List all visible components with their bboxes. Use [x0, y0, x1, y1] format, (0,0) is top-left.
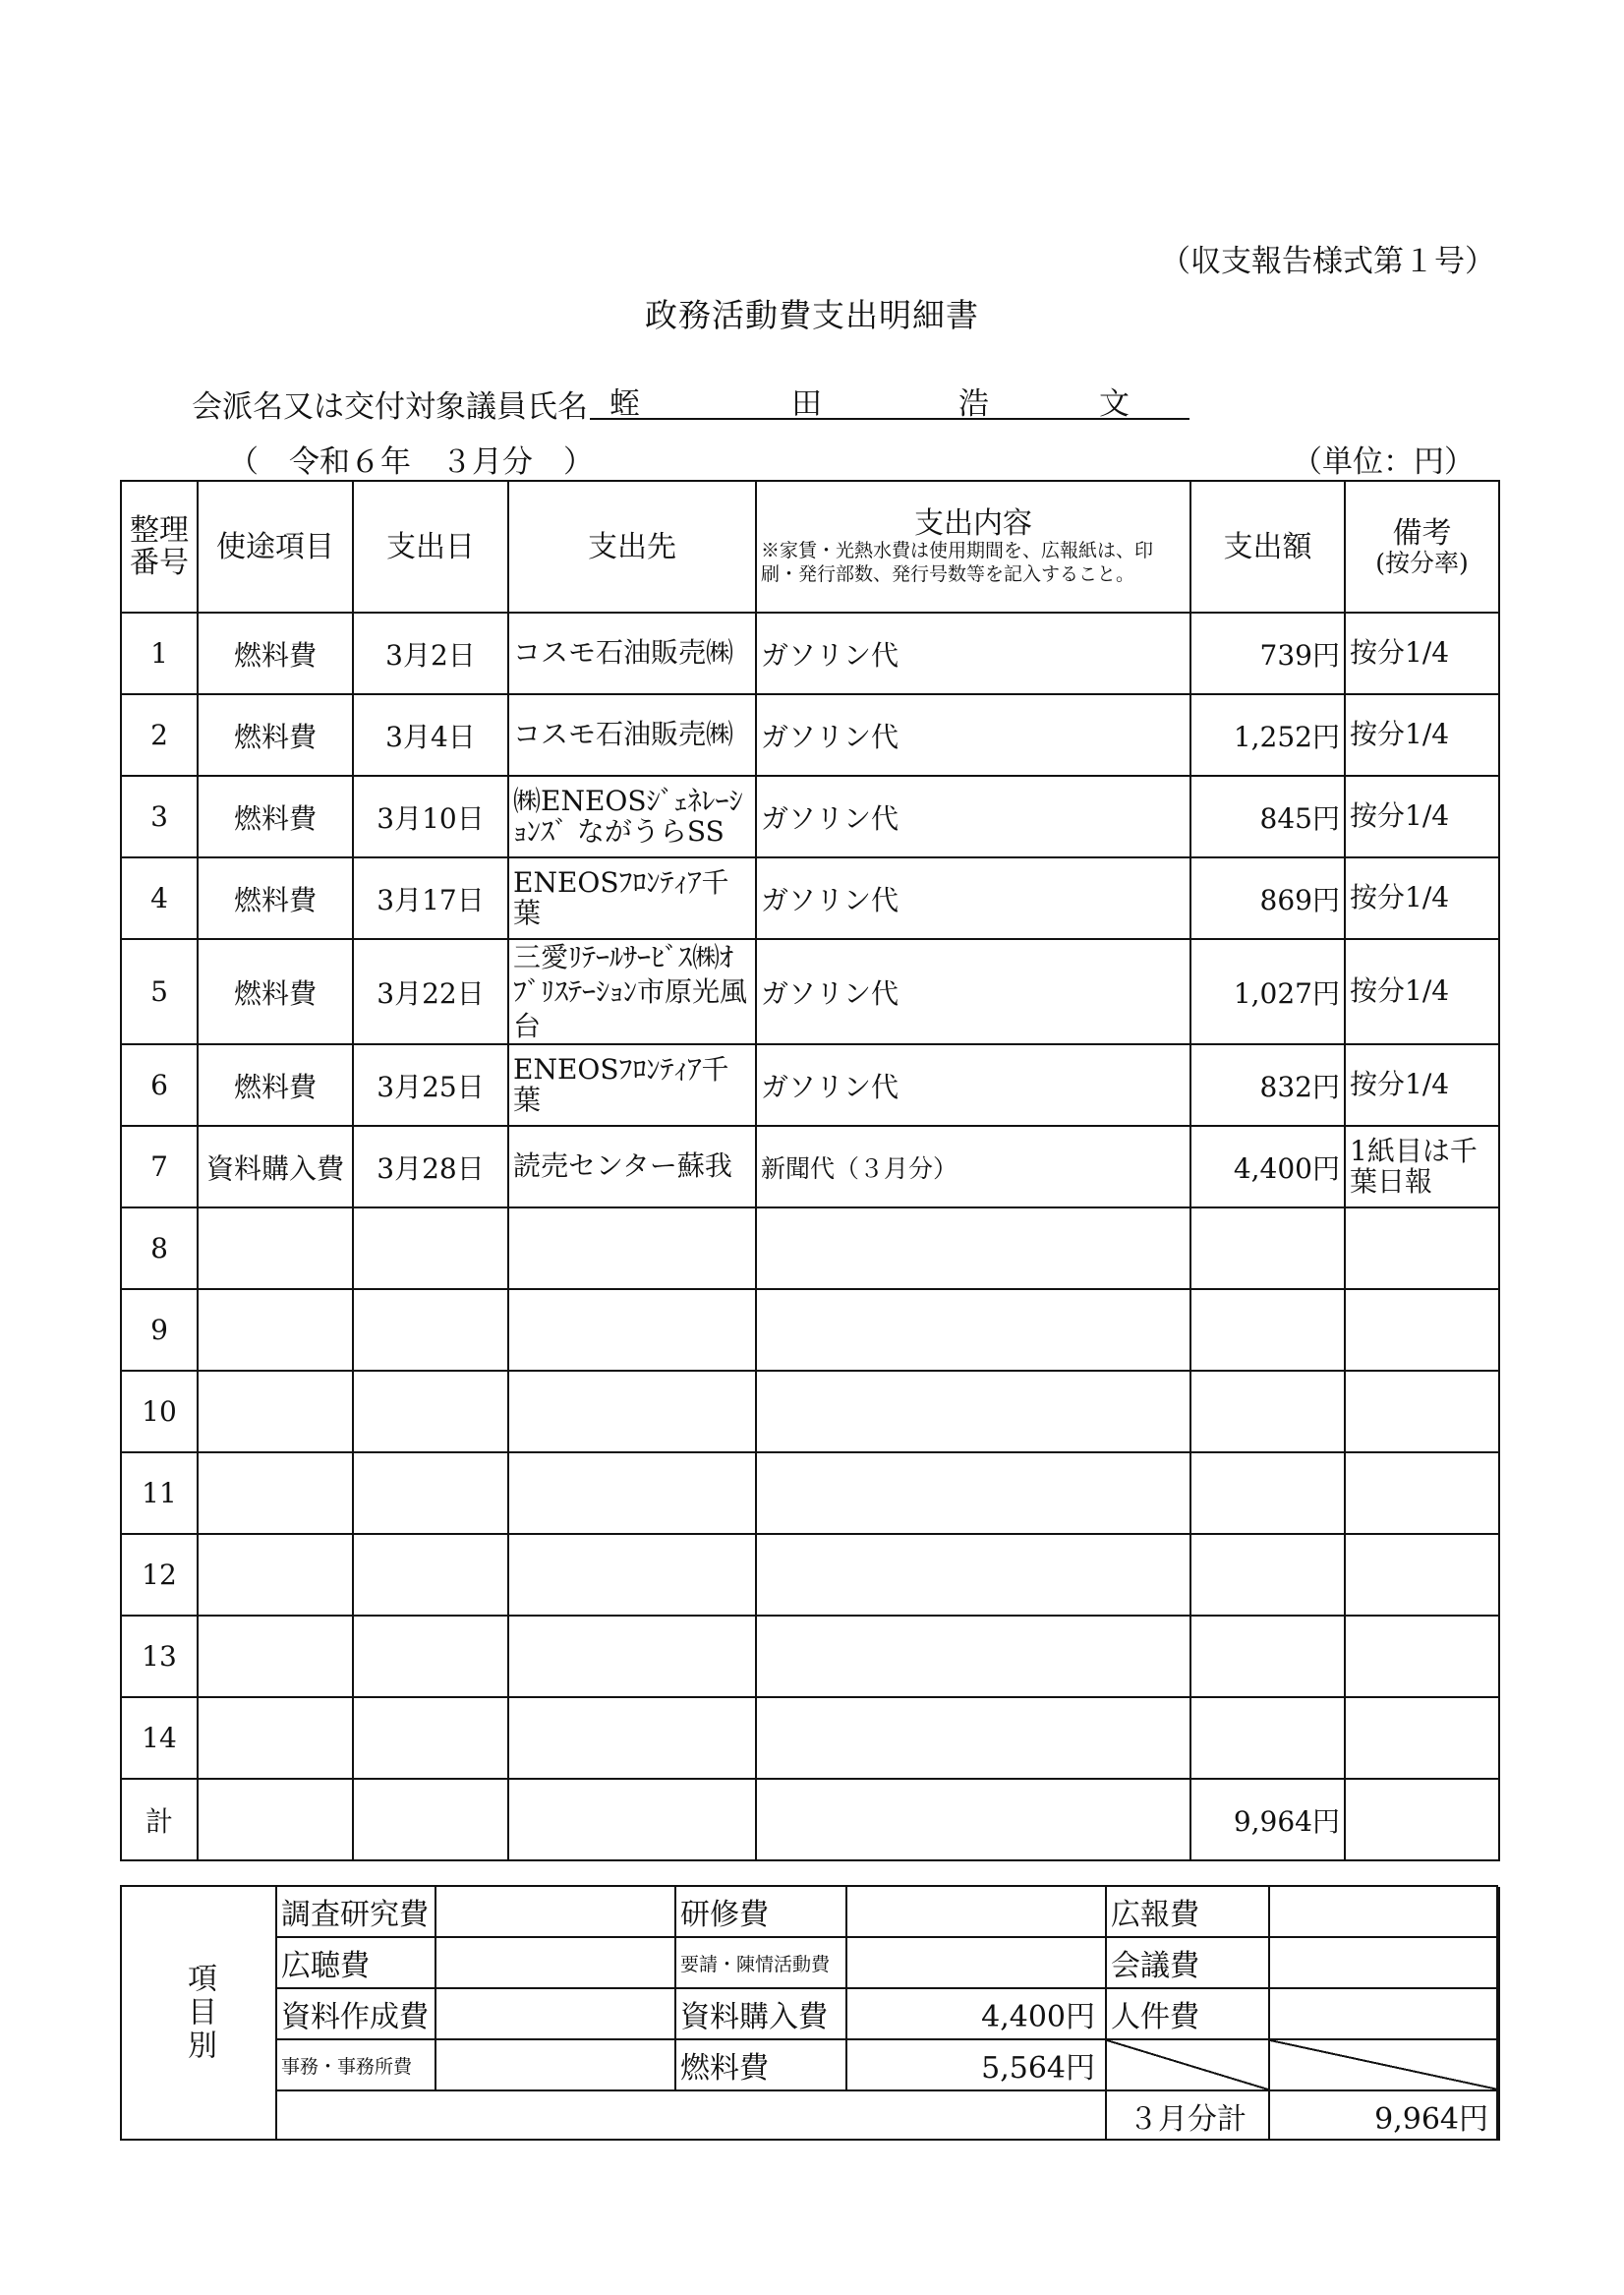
row-date [353, 1371, 508, 1452]
row-amount: 739円 [1190, 613, 1345, 694]
row-remarks [1345, 1371, 1499, 1452]
summary-table [275, 1887, 1500, 2141]
row-date [353, 1452, 508, 1534]
table-row [121, 1044, 1499, 1126]
member-name-char: 蛭 [609, 386, 640, 422]
row-amount [1190, 1452, 1345, 1534]
row-payee: コスモ石油販売㈱ [508, 613, 756, 694]
summary-item-amount [435, 2039, 675, 2090]
row-remarks: 1紙目は千葉日報 [1345, 1126, 1499, 1207]
row-remarks [1345, 1534, 1499, 1616]
row-amount [1190, 1697, 1345, 1779]
table-row [121, 776, 1499, 857]
row-category: 資料購入費 [198, 1126, 353, 1207]
unit-label: （単位：円） [1292, 444, 1475, 480]
row-amount: 4,400円 [1190, 1126, 1345, 1207]
table-row [121, 1289, 1499, 1371]
summary-row [276, 1887, 1499, 1937]
row-content: ガソリン代 [756, 776, 1190, 857]
row-content: ガソリン代 [756, 939, 1190, 1044]
row-category [198, 1452, 353, 1534]
summary-item-amount [435, 1887, 675, 1937]
summary-item-amount [1269, 1937, 1499, 1988]
table-row [121, 1616, 1499, 1697]
header-remarks-title: 備考 [1392, 515, 1452, 551]
row-content: ガソリン代 [756, 1044, 1190, 1126]
row-no: 13 [121, 1616, 198, 1697]
row-category: 燃料費 [198, 1044, 353, 1126]
row-payee: ㈱ENEOSｼﾞｪﾈﾚｰｼｮﾝｽﾞ ながうらSS [508, 776, 756, 857]
row-payee [508, 1289, 756, 1371]
row-remarks [1345, 1697, 1499, 1779]
row-no: 14 [121, 1697, 198, 1779]
row-payee [508, 1616, 756, 1697]
total-cell [198, 1779, 353, 1860]
member-name [590, 379, 1189, 420]
row-no: 2 [121, 694, 198, 776]
row-date: 3月2日 [353, 613, 508, 694]
summary-item-label: 調査研究費 [276, 1887, 435, 1937]
month-total-label: ３月分計 [1106, 2090, 1269, 2141]
summary-item-label: 研修費 [675, 1887, 846, 1937]
row-category [198, 1207, 353, 1289]
row-remarks [1345, 1289, 1499, 1371]
row-amount: 1,252円 [1190, 694, 1345, 776]
table-row [121, 1371, 1499, 1452]
row-payee: 読売センター蘇我 [508, 1126, 756, 1207]
row-remarks [1345, 1616, 1499, 1697]
row-date [353, 1534, 508, 1616]
summary-empty [276, 2090, 1106, 2141]
row-payee [508, 1697, 756, 1779]
row-remarks: 按分1/4 [1345, 776, 1499, 857]
header-remarks [1345, 481, 1499, 613]
row-content [756, 1452, 1190, 1534]
row-payee [508, 1207, 756, 1289]
total-cell [508, 1779, 756, 1860]
row-remarks: 按分1/4 [1345, 857, 1499, 939]
summary-item-label: 人件費 [1106, 1988, 1269, 2039]
summary-row [276, 2090, 1499, 2141]
summary-item-label: 事務・事務所費 [276, 2039, 435, 2090]
header-content-title: 支出内容 [914, 505, 1032, 541]
row-no: 7 [121, 1126, 198, 1207]
row-date [353, 1289, 508, 1371]
row-payee: ENEOSﾌﾛﾝﾃｨｱ千葉 [508, 857, 756, 939]
header-content [756, 481, 1190, 613]
form-number: （収支報告様式第１号） [1160, 244, 1495, 279]
row-amount [1190, 1289, 1345, 1371]
row-date [353, 1616, 508, 1697]
row-payee: コスモ石油販売㈱ [508, 694, 756, 776]
row-category [198, 1534, 353, 1616]
row-amount [1190, 1534, 1345, 1616]
row-date [353, 1207, 508, 1289]
total-label: 計 [121, 1779, 198, 1860]
category-summary [120, 1885, 1498, 2141]
row-category: 燃料費 [198, 613, 353, 694]
table-row [121, 1534, 1499, 1616]
row-amount: 845円 [1190, 776, 1345, 857]
row-category [198, 1616, 353, 1697]
table-row [121, 613, 1499, 694]
row-content [756, 1534, 1190, 1616]
summary-row [276, 2039, 1499, 2090]
summary-blank-slash [1106, 2039, 1269, 2090]
row-date: 3月25日 [353, 1044, 508, 1126]
row-remarks [1345, 1207, 1499, 1289]
row-category: 燃料費 [198, 776, 353, 857]
row-remarks: 按分1/4 [1345, 939, 1499, 1044]
row-no: 5 [121, 939, 198, 1044]
row-no: 10 [121, 1371, 198, 1452]
row-category [198, 1371, 353, 1452]
header-payee: 支出先 [508, 481, 756, 613]
row-payee [508, 1452, 756, 1534]
summary-item-amount [846, 1937, 1106, 1988]
row-category [198, 1289, 353, 1371]
row-no: 9 [121, 1289, 198, 1371]
summary-item-amount [1269, 1887, 1499, 1937]
row-content [756, 1207, 1190, 1289]
document-title: 政務活動費支出明細書 [645, 296, 979, 334]
summary-label-cell [122, 1887, 277, 2139]
row-no: 8 [121, 1207, 198, 1289]
row-payee: 三愛ﾘﾃｰﾙｻｰﾋﾞｽ㈱ｵﾌﾞﾘｽﾃｰｼｮﾝ市原光風台 [508, 939, 756, 1044]
summary-item-label: 会議費 [1106, 1937, 1269, 1988]
summary-item-amount: 4,400円 [846, 1988, 1106, 2039]
summary-item-label: 燃料費 [675, 2039, 846, 2090]
summary-item-amount [1269, 1988, 1499, 2039]
row-payee: ENEOSﾌﾛﾝﾃｨｱ千葉 [508, 1044, 756, 1126]
summary-item-label: 資料購入費 [675, 1988, 846, 2039]
header-row [121, 481, 1499, 613]
header-no: 整理番号 [121, 481, 198, 613]
table-row [121, 939, 1499, 1044]
row-amount [1190, 1616, 1345, 1697]
summary-item-label: 要請・陳情活動費 [675, 1937, 846, 1988]
header-date: 支出日 [353, 481, 508, 613]
row-date [353, 1697, 508, 1779]
member-label: 会派名又は交付対象議員氏名 [192, 389, 588, 425]
row-no: 4 [121, 857, 198, 939]
row-amount: 832円 [1190, 1044, 1345, 1126]
row-date: 3月10日 [353, 776, 508, 857]
row-payee [508, 1371, 756, 1452]
summary-blank-slash [1269, 2039, 1499, 2090]
row-date: 3月17日 [353, 857, 508, 939]
summary-row [276, 1988, 1499, 2039]
row-date: 3月22日 [353, 939, 508, 1044]
expense-detail-table [120, 480, 1500, 1861]
row-amount: 869円 [1190, 857, 1345, 939]
summary-item-amount [435, 1937, 675, 1988]
summary-item-amount [435, 1988, 675, 2039]
total-cell [353, 1779, 508, 1860]
row-amount [1190, 1371, 1345, 1452]
summary-item-label: 広報費 [1106, 1887, 1269, 1937]
total-cell [756, 1779, 1190, 1860]
table-row [121, 1697, 1499, 1779]
table-row [121, 1126, 1499, 1207]
row-content: ガソリン代 [756, 613, 1190, 694]
table-row [121, 1452, 1499, 1534]
total-cell [1345, 1779, 1499, 1860]
row-remarks: 按分1/4 [1345, 1044, 1499, 1126]
row-amount [1190, 1207, 1345, 1289]
row-payee [508, 1534, 756, 1616]
total-amount: 9,964円 [1190, 1779, 1345, 1860]
member-name-char: 文 [1099, 386, 1130, 422]
row-content [756, 1289, 1190, 1371]
row-content: 新聞代（３月分） [756, 1126, 1190, 1207]
month-total-amount: 9,964円 [1269, 2090, 1499, 2141]
row-category: 燃料費 [198, 939, 353, 1044]
row-remarks: 按分1/4 [1345, 613, 1499, 694]
row-no: 1 [121, 613, 198, 694]
member-name-char: 浩 [958, 386, 989, 422]
header-category: 使途項目 [198, 481, 353, 613]
row-remarks: 按分1/4 [1345, 694, 1499, 776]
summary-label: 項目別 [182, 1963, 216, 2063]
row-content: ガソリン代 [756, 857, 1190, 939]
row-category [198, 1697, 353, 1779]
row-amount: 1,027円 [1190, 939, 1345, 1044]
summary-item-label: 広聴費 [276, 1937, 435, 1988]
row-no: 6 [121, 1044, 198, 1126]
summary-item-amount [846, 1887, 1106, 1937]
header-content-note: ※家賃・光熱水費は使用期間を、広報紙は、印刷・発行部数、発行号数等を記入すること。 [761, 539, 1154, 585]
total-row [121, 1779, 1499, 1860]
header-amount: 支出額 [1190, 481, 1345, 613]
summary-item-label: 資料作成費 [276, 1988, 435, 2039]
row-date: 3月28日 [353, 1126, 508, 1207]
table-row [121, 1207, 1499, 1289]
header-remarks-sub: (按分率) [1375, 548, 1469, 577]
row-content [756, 1697, 1190, 1779]
row-date: 3月4日 [353, 694, 508, 776]
row-category: 燃料費 [198, 857, 353, 939]
row-content [756, 1616, 1190, 1697]
member-name-char: 田 [791, 386, 822, 422]
row-content: ガソリン代 [756, 694, 1190, 776]
table-row [121, 857, 1499, 939]
row-no: 3 [121, 776, 198, 857]
row-category: 燃料費 [198, 694, 353, 776]
row-no: 12 [121, 1534, 198, 1616]
row-no: 11 [121, 1452, 198, 1534]
summary-item-amount: 5,564円 [846, 2039, 1106, 2090]
row-remarks [1345, 1452, 1499, 1534]
table-row [121, 694, 1499, 776]
row-content [756, 1371, 1190, 1452]
summary-row [276, 1937, 1499, 1988]
period-label: （ 令和６年 ３月分 ） [228, 444, 594, 480]
